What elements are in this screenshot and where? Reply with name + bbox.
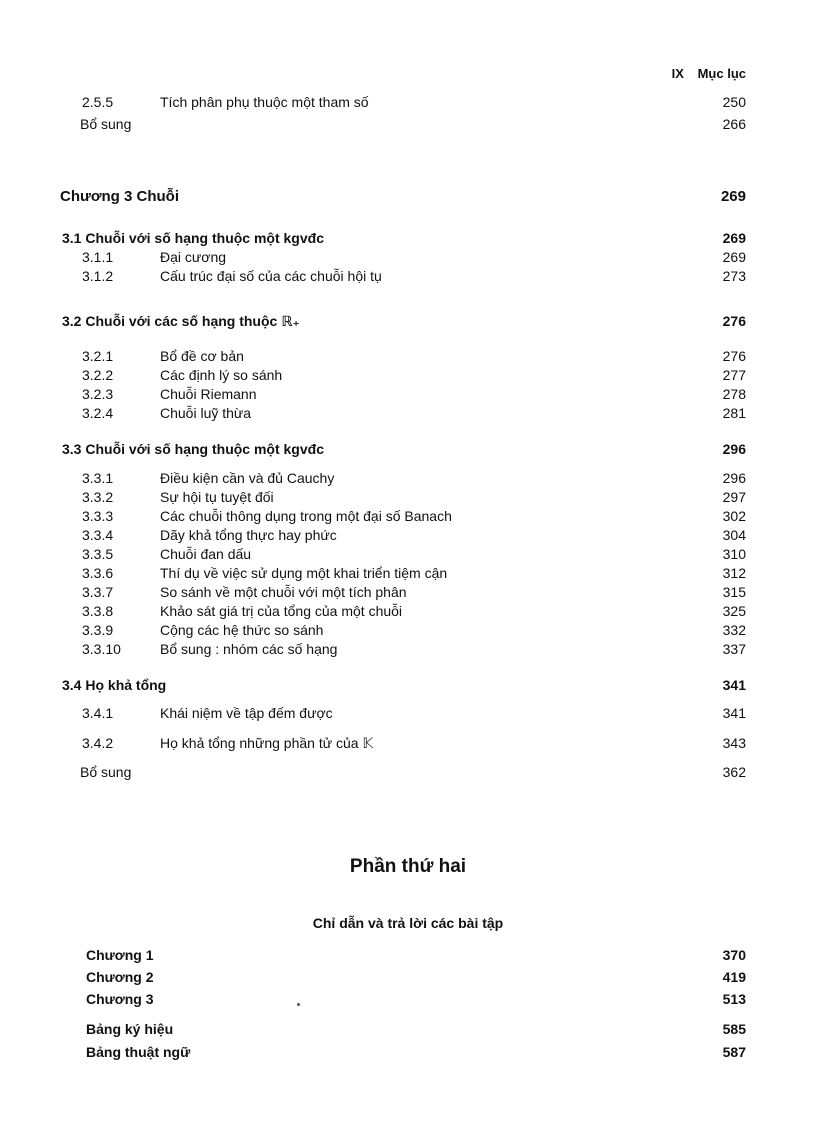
toc-number: 3.4.1 bbox=[82, 705, 114, 721]
toc-title: So sánh về một chuỗi với một tích phân bbox=[160, 584, 407, 600]
toc-page: 332 bbox=[722, 622, 746, 638]
toc-title: Chuỗi luỹ thừa bbox=[160, 405, 252, 421]
toc-page: 250 bbox=[722, 94, 746, 110]
toc-title: Bổ sung bbox=[80, 116, 132, 132]
toc-number: 3.3.9 bbox=[82, 622, 114, 638]
toc-entry[interactable] bbox=[0, 703, 816, 723]
section-title: 3.4 Họ khả tổng bbox=[62, 677, 167, 693]
toc-number: 2.5.5 bbox=[82, 94, 114, 110]
toc-entry[interactable] bbox=[0, 601, 816, 621]
toc-title: Bổ đề cơ bản bbox=[160, 348, 244, 364]
toc-entry[interactable] bbox=[0, 525, 816, 545]
answer-entry[interactable] bbox=[86, 945, 746, 965]
section-heading[interactable] bbox=[0, 228, 816, 248]
toc-entry[interactable] bbox=[0, 247, 816, 267]
toc-page: 312 bbox=[722, 565, 746, 581]
toc-entry[interactable] bbox=[0, 733, 816, 753]
toc-title: Đại cương bbox=[160, 249, 227, 265]
toc-page: 325 bbox=[722, 603, 746, 619]
answer-page: 587 bbox=[722, 1044, 746, 1060]
toc-title: Khảo sát giá trị của tổng của một chuỗi bbox=[160, 603, 403, 619]
toc-entry[interactable] bbox=[0, 563, 816, 583]
toc-title: Dãy khả tổng thực hay phức bbox=[160, 527, 337, 543]
answer-page: 419 bbox=[722, 969, 746, 985]
toc-entry[interactable] bbox=[0, 487, 816, 507]
toc-page: 337 bbox=[722, 641, 746, 657]
scan-speck bbox=[297, 1003, 300, 1006]
toc-number: 3.2.3 bbox=[82, 386, 114, 402]
toc-entry[interactable] bbox=[0, 506, 816, 526]
part-title: Phần thứ hai bbox=[349, 856, 467, 877]
toc-entry-bosung[interactable] bbox=[0, 762, 816, 782]
toc-title: Bổ sung : nhóm các số hạng bbox=[160, 641, 338, 657]
toc-page: 276 bbox=[722, 348, 746, 364]
toc-number: 3.3.8 bbox=[82, 603, 114, 619]
answer-title: Chương 2 bbox=[86, 969, 154, 985]
toc-page: 343 bbox=[722, 735, 746, 751]
toc-title: Khái niệm về tập đếm được bbox=[160, 705, 333, 721]
chapter-heading[interactable] bbox=[60, 186, 746, 208]
answer-title: Chương 3 bbox=[86, 991, 154, 1007]
answer-entry[interactable] bbox=[86, 967, 746, 987]
toc-entry-bosung[interactable] bbox=[0, 114, 816, 134]
toc-number: 3.4.2 bbox=[82, 735, 114, 751]
toc-page: 266 bbox=[722, 116, 746, 132]
toc-title: Chuỗi đan dấu bbox=[160, 546, 252, 562]
toc-number: 3.1.2 bbox=[82, 268, 114, 284]
toc-entry[interactable] bbox=[0, 620, 816, 640]
section-title: 3.2 Chuỗi với các số hạng thuộc ℝ₊ bbox=[62, 313, 300, 329]
toc-number: 3.3.3 bbox=[82, 508, 114, 524]
section-page: 341 bbox=[722, 677, 746, 693]
toc-entry[interactable] bbox=[0, 582, 816, 602]
toc-title: Điều kiện cần và đủ Cauchy bbox=[160, 470, 335, 486]
toc-entry[interactable] bbox=[0, 346, 816, 366]
toc-entry[interactable] bbox=[0, 266, 816, 286]
toc-page: 302 bbox=[722, 508, 746, 524]
chapter-page: 269 bbox=[720, 188, 746, 205]
toc-entry[interactable] bbox=[0, 92, 816, 112]
page-number-roman: IX bbox=[671, 66, 684, 81]
toc-number: 3.1.1 bbox=[82, 249, 114, 265]
toc-number: 3.3.1 bbox=[82, 470, 114, 486]
toc-entry[interactable] bbox=[0, 544, 816, 564]
toc-entry[interactable] bbox=[0, 639, 816, 659]
toc-number: 3.3.7 bbox=[82, 584, 114, 600]
section-heading[interactable] bbox=[0, 439, 816, 459]
toc-page: 310 bbox=[722, 546, 746, 562]
answer-entry[interactable] bbox=[86, 1019, 746, 1039]
toc-number: 3.2.1 bbox=[82, 348, 114, 364]
toc-title: Cộng các hệ thức so sánh bbox=[160, 622, 324, 638]
toc-number: 3.3.6 bbox=[82, 565, 114, 581]
toc-title: Thí dụ về việc sử dụng một khai triển tiệm cận bbox=[160, 565, 448, 581]
toc-title: Cấu trúc đại số của các chuỗi hội tụ bbox=[160, 268, 382, 284]
toc-number: 3.3.4 bbox=[82, 527, 114, 543]
toc-title: Sự hội tụ tuyệt đối bbox=[160, 489, 274, 505]
answer-page: 585 bbox=[722, 1021, 746, 1037]
answer-entry[interactable] bbox=[86, 989, 746, 1009]
toc-entry[interactable] bbox=[0, 403, 816, 423]
toc-page: 315 bbox=[722, 584, 746, 600]
section-title: 3.1 Chuỗi với số hạng thuộc một kgvđc bbox=[62, 230, 324, 246]
toc-page: 273 bbox=[722, 268, 746, 284]
header-title: Mục lục bbox=[697, 66, 746, 81]
toc-number: 3.3.10 bbox=[82, 641, 121, 657]
section-heading[interactable] bbox=[0, 675, 816, 695]
answer-page: 513 bbox=[722, 991, 746, 1007]
toc-title: Các chuỗi thông dụng trong một đại số Banach bbox=[160, 508, 452, 524]
toc-number: 3.2.2 bbox=[82, 367, 114, 383]
answer-title: Chương 1 bbox=[86, 947, 154, 963]
toc-page: 269 bbox=[722, 249, 746, 265]
toc-page: 341 bbox=[722, 705, 746, 721]
toc-page: 297 bbox=[722, 489, 746, 505]
toc-entry[interactable] bbox=[0, 384, 816, 404]
toc-page: 281 bbox=[722, 405, 746, 421]
page-header bbox=[662, 66, 746, 81]
toc-page: 277 bbox=[722, 367, 746, 383]
section-page: 269 bbox=[722, 230, 746, 246]
section-title: 3.3 Chuỗi với số hạng thuộc một kgvđc bbox=[62, 441, 324, 457]
answer-entry[interactable] bbox=[86, 1042, 746, 1062]
toc-number: 3.3.5 bbox=[82, 546, 114, 562]
toc-number: 3.3.2 bbox=[82, 489, 114, 505]
answer-title: Bảng thuật ngữ bbox=[86, 1044, 191, 1060]
section-heading[interactable] bbox=[0, 311, 816, 331]
toc-title: Tích phân phụ thuộc một tham số bbox=[160, 94, 369, 110]
section-page: 276 bbox=[722, 313, 746, 329]
toc-page: 296 bbox=[722, 470, 746, 486]
toc-entry[interactable] bbox=[0, 468, 816, 488]
toc-title: Chuỗi Riemann bbox=[160, 386, 257, 402]
toc-page: 362 bbox=[722, 764, 746, 780]
toc-title: Các định lý so sánh bbox=[160, 367, 283, 383]
toc-title: Họ khả tổng những phần tử của 𝕂 bbox=[160, 735, 373, 751]
section-page: 296 bbox=[722, 441, 746, 457]
toc-number: 3.2.4 bbox=[82, 405, 114, 421]
toc-page: 278 bbox=[722, 386, 746, 402]
toc-page: 304 bbox=[722, 527, 746, 543]
answer-page: 370 bbox=[722, 947, 746, 963]
toc-entry[interactable] bbox=[0, 365, 816, 385]
chapter-title: Chương 3 Chuỗi bbox=[60, 188, 180, 205]
answer-title: Bảng ký hiệu bbox=[86, 1021, 174, 1037]
part-subtitle: Chỉ dẫn và trả lời các bài tập bbox=[312, 915, 504, 931]
toc-title: Bổ sung bbox=[80, 764, 132, 780]
